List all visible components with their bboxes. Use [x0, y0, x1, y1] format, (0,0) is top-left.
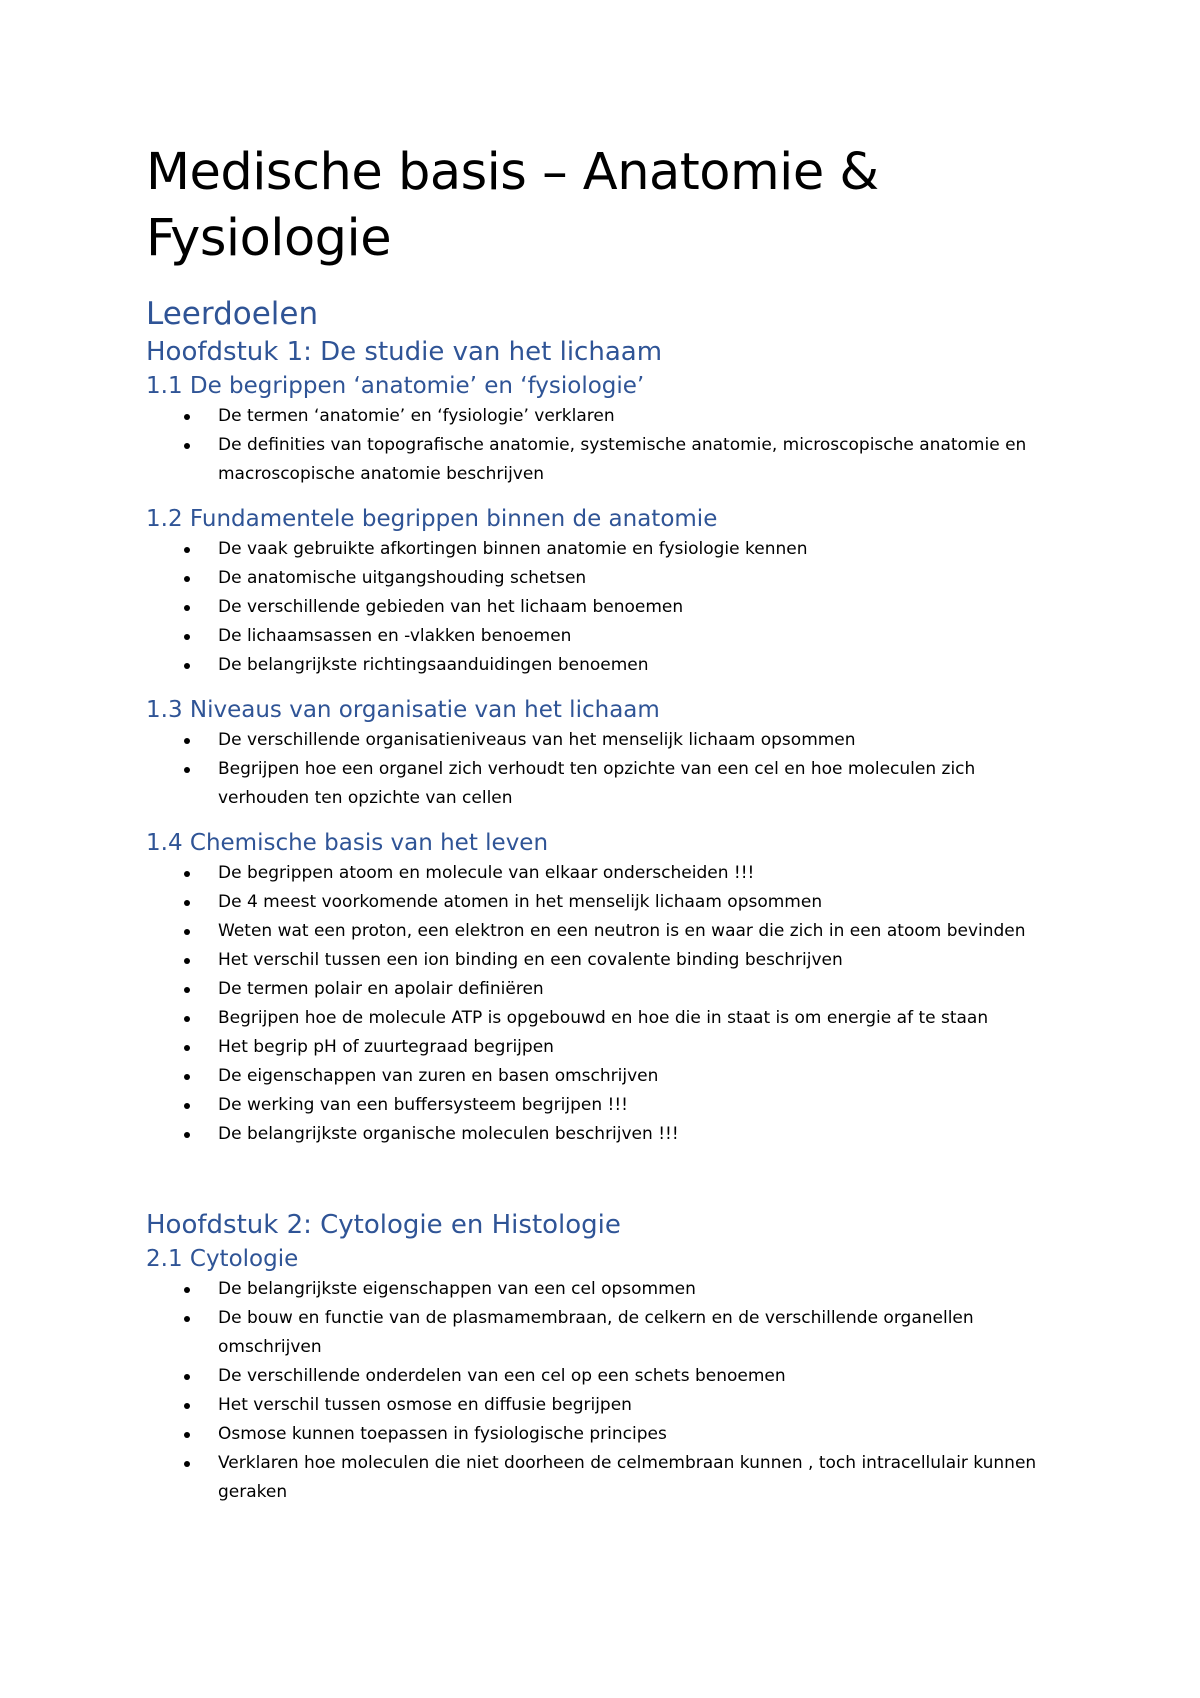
document-content — [146, 140, 1066, 1507]
section-2-1-list — [146, 1275, 1066, 1507]
list-item-text: De lichaamsassen en -vlakken benoemen — [218, 626, 572, 646]
list-item-text: De werking van een buffersysteem begrijpen !!! — [218, 1095, 628, 1115]
list-item-text: De definities van topografische anatomie, systemische anatomie, microscopische anatomie en macroscopische anatomie beschrijven — [218, 435, 1027, 484]
list-item-text: De belangrijkste eigenschappen van een cel opsommen — [218, 1279, 696, 1299]
list-item — [146, 622, 1066, 651]
list-item — [146, 726, 1066, 755]
list-item — [146, 1091, 1066, 1120]
list-item — [146, 917, 1066, 946]
list-item — [146, 1033, 1066, 1062]
section-1-2-list — [146, 535, 1066, 680]
chapter-2-heading: Hoofdstuk 2: Cytologie en Histologie — [146, 1210, 621, 1240]
bullet-icon — [184, 767, 190, 773]
list-item-text: De termen polair en apolair definiëren — [218, 979, 544, 999]
bullet-icon — [184, 958, 190, 964]
list-item-text: De anatomische uitgangshouding schetsen — [218, 568, 587, 588]
list-item-text: Weten wat een proton, een elektron en een neutron is en waar die zich in een atoom bevinden — [218, 921, 1026, 941]
list-item-text: De 4 meest voorkomende atomen in het menselijk lichaam opsommen — [218, 892, 823, 912]
list-item — [146, 431, 1066, 489]
list-item-text: Het verschil tussen osmose en diffusie begrijpen — [218, 1395, 632, 1415]
bullet-icon — [184, 1074, 190, 1080]
list-item — [146, 888, 1066, 917]
section-1-3-list — [146, 726, 1066, 813]
list-item-text: De verschillende onderdelen van een cel op een schets benoemen — [218, 1366, 786, 1386]
list-item-text: De belangrijkste organische moleculen beschrijven !!! — [218, 1124, 679, 1144]
list-item — [146, 1120, 1066, 1149]
section-1-3-heading: 1.3 Niveaus van organisatie van het lichaam — [146, 697, 660, 723]
bullet-icon — [184, 1287, 190, 1293]
list-item-text: De verschillende organisatieniveaus van het menselijk lichaam opsommen — [218, 730, 856, 750]
list-item — [146, 975, 1066, 1004]
bullet-icon — [184, 634, 190, 640]
list-item-text: De verschillende gebieden van het lichaam benoemen — [218, 597, 684, 617]
list-item — [146, 402, 1066, 431]
bullet-icon — [184, 871, 190, 877]
list-item-text: Begrijpen hoe de molecule ATP is opgebouwd en hoe die in staat is om energie af te staan — [218, 1008, 989, 1028]
list-item-text: De eigenschappen van zuren en basen omschrijven — [218, 1066, 659, 1086]
list-item — [146, 1062, 1066, 1091]
section-2-1-heading: 2.1 Cytologie — [146, 1246, 299, 1272]
list-item-text: De bouw en functie van de plasmamembraan, de celkern en de verschillende organellen omschrijven — [218, 1308, 974, 1357]
bullet-icon — [184, 414, 190, 420]
list-item — [146, 564, 1066, 593]
list-item — [146, 651, 1066, 680]
list-item — [146, 1391, 1066, 1420]
bullet-icon — [184, 738, 190, 744]
list-item — [146, 593, 1066, 622]
section-1-4-heading: 1.4 Chemische basis van het leven — [146, 830, 549, 856]
list-item — [146, 755, 1066, 813]
list-item — [146, 1275, 1066, 1304]
list-item-text: Verklaren hoe moleculen die niet doorheen de celmembraan kunnen , toch intracellulair kunnen geraken — [218, 1453, 1037, 1502]
bullet-icon — [184, 1016, 190, 1022]
list-item — [146, 535, 1066, 564]
list-item-text: De belangrijkste richtingsaanduidingen benoemen — [218, 655, 649, 675]
section-1-4-list — [146, 859, 1066, 1149]
bullet-icon — [184, 443, 190, 449]
bullet-icon — [184, 1461, 190, 1467]
section-1-2-heading: 1.2 Fundamentele begrippen binnen de anatomie — [146, 506, 718, 532]
list-item — [146, 1420, 1066, 1449]
list-item — [146, 859, 1066, 888]
list-item-text: Het begrip pH of zuurtegraad begrijpen — [218, 1037, 554, 1057]
chapter-1-heading: Hoofdstuk 1: De studie van het lichaam — [146, 337, 663, 367]
bullet-icon — [184, 547, 190, 553]
bullet-icon — [184, 1103, 190, 1109]
document-title: Medische basis – Anatomie & Fysiologie — [146, 143, 879, 268]
bullet-icon — [184, 1132, 190, 1138]
heading-leerdoelen: Leerdoelen — [146, 296, 319, 332]
list-item-text: De begrippen atoom en molecule van elkaar onderscheiden !!! — [218, 863, 755, 883]
list-item — [146, 1304, 1066, 1362]
section-1-1-heading: 1.1 De begrippen ‘anatomie’ en ‘fysiologie’ — [146, 373, 645, 399]
bullet-icon — [184, 987, 190, 993]
bullet-icon — [184, 900, 190, 906]
list-item-text: Het verschil tussen een ion binding en een covalente binding beschrijven — [218, 950, 843, 970]
list-item — [146, 946, 1066, 975]
bullet-icon — [184, 1432, 190, 1438]
list-item — [146, 1004, 1066, 1033]
list-item-text: Osmose kunnen toepassen in fysiologische principes — [218, 1424, 667, 1444]
list-item-text: De vaak gebruikte afkortingen binnen anatomie en fysiologie kennen — [218, 539, 808, 559]
bullet-icon — [184, 929, 190, 935]
bullet-icon — [184, 605, 190, 611]
list-item — [146, 1449, 1066, 1507]
bullet-icon — [184, 1374, 190, 1380]
list-item — [146, 1362, 1066, 1391]
bullet-icon — [184, 1045, 190, 1051]
bullet-icon — [184, 663, 190, 669]
list-item-text: De termen ‘anatomie’ en ‘fysiologie’ verklaren — [218, 406, 615, 426]
section-1-1-list — [146, 402, 1066, 489]
bullet-icon — [184, 576, 190, 582]
bullet-icon — [184, 1316, 190, 1322]
list-item-text: Begrijpen hoe een organel zich verhoudt ten opzichte van een cel en hoe moleculen zich verhouden ten opzichte van cellen — [218, 759, 976, 808]
bullet-icon — [184, 1403, 190, 1409]
